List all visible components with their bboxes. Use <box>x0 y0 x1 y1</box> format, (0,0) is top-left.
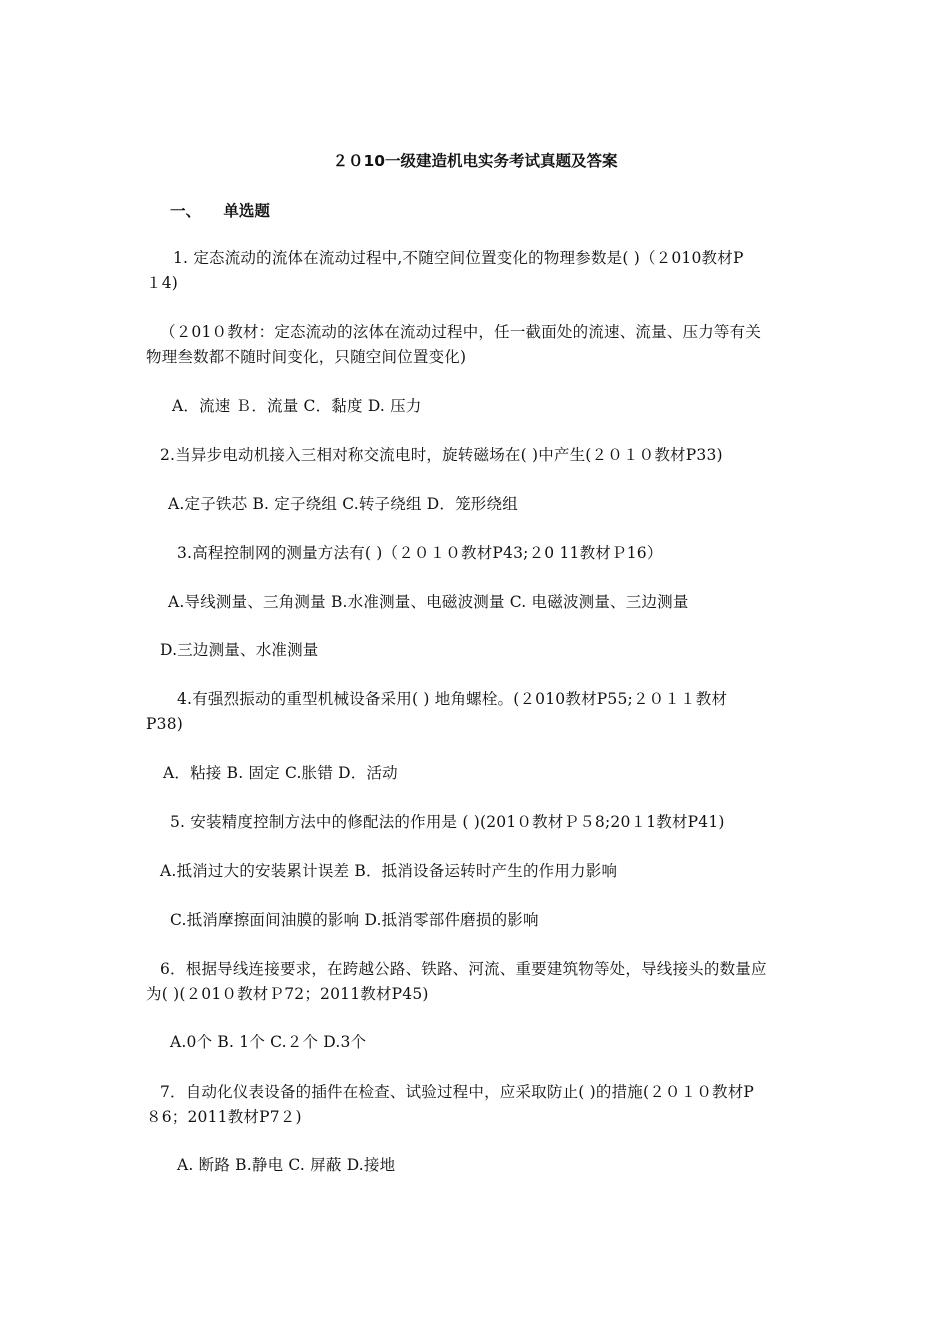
question-7-options: A. 断路 B.静电 C. 屏蔽 D.接地 <box>177 1156 396 1174</box>
question-5-options-continued: C.抵消摩擦面间油膜的影响 D.抵消零部件磨损的影响 <box>170 911 539 929</box>
section-heading <box>170 199 270 221</box>
question-1-stem: 1. 定态流动的流体在流动过程中,不随空间位置变化的物理参数是( )（２010教材P <box>173 249 744 267</box>
question-2-options: A.定子铁芯 B. 定子绕组 C.转子绕组 D．笼形绕组 <box>168 495 518 513</box>
document-title: ２０10一级建造机电实务考试真题及答案 <box>332 152 618 170</box>
question-3-stem: 3.高程控制网的测量方法有( )（２０１０教材P43;２0 11教材Ｐ16） <box>177 544 663 562</box>
question-6-stem-continued: 为( )(２01０教材Ｐ72；2011教材P45) <box>146 985 429 1003</box>
section-label: 单选题 <box>223 202 270 220</box>
question-6-options: A.0个 B. 1个 C.２个 D.3个 <box>170 1033 367 1051</box>
question-7-stem-continued: ８6；2011教材P7２) <box>146 1108 302 1126</box>
question-2-stem: 2.当异步电动机接入三相对称交流电时，旋转磁场在( )中产生(２０１０教材P33) <box>160 446 723 464</box>
section-number: 一、 <box>170 202 202 220</box>
question-1-note: （２01０教材：定态流动的泫体在流动过程中，任一截面处的流速、流量、压力等有关 <box>160 323 762 341</box>
question-3-options-continued: D.三边测量、水准测量 <box>160 641 319 659</box>
question-7-stem: 7．自动化仪表设备的插件在检查、试验过程中，应采取防止( )的措施(２０１０教材P <box>160 1083 755 1101</box>
question-4-stem-continued: P38) <box>146 715 183 733</box>
question-4-stem: 4.有强烈振动的重型机械设备采用( ) 地角螺栓。(２010教材P55;２０１１教材 <box>177 690 728 708</box>
question-5-options: A.抵消过大的安装累计误差 B．抵消设备运转时产生的作用力影响 <box>160 862 618 880</box>
question-6-stem: 6．根据导线连接要求，在跨越公路、铁路、河流、重要建筑物等处，导线接头的数量应 <box>160 960 767 978</box>
question-4-options: A．粘接 B. 固定 C.胀错 D．活动 <box>163 764 398 782</box>
question-1-note-continued: 物理叁数都不随时间变化，只随空间位置变化) <box>146 348 467 366</box>
question-5-stem: 5. 安装精度控制方法中的修配法的作用是 ( )(201０教材Ｐ５8;20１1教材P41) <box>170 813 725 831</box>
question-1-stem-continued: １4) <box>146 274 179 292</box>
question-3-options: A.导线测量、三角测量 B.水准测量、电磁波测量 C. 电磁波测量、三边测量 <box>168 593 689 611</box>
question-1-options: A．流速 Ｂ．流量 C．黏度 D. 压力 <box>172 397 422 415</box>
